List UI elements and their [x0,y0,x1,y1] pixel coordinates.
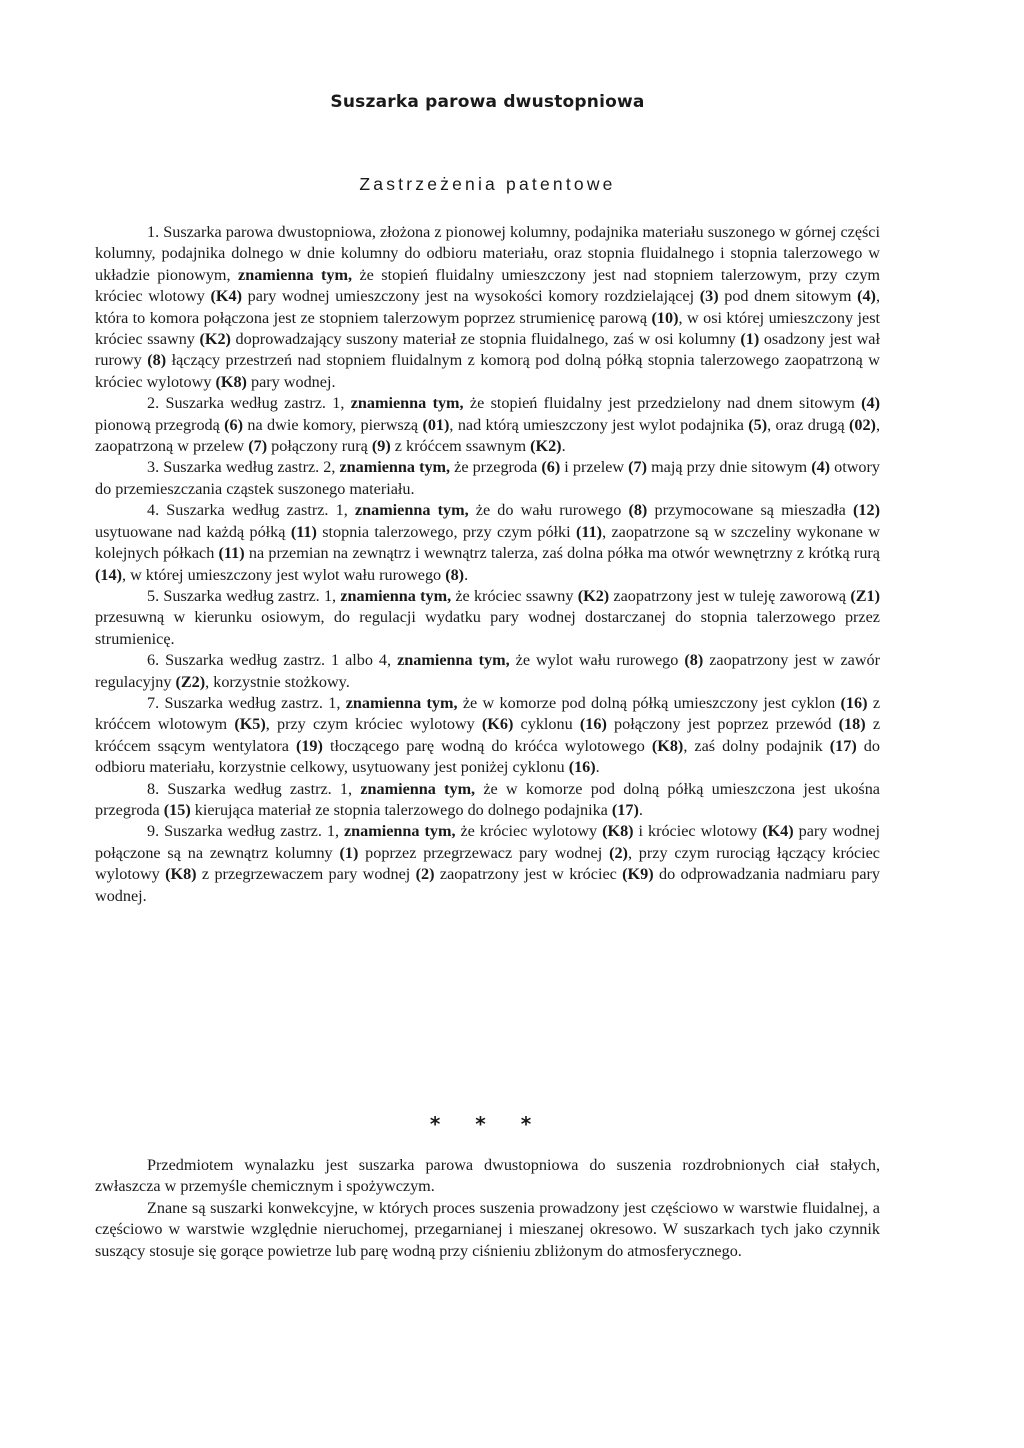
claim-text: tłoczącego parę wodną do króćca wylotowego [322,736,652,755]
claim-text: , nad którą umieszczony jest wylot podajnika [449,415,749,434]
claim-emphasis: (16) [579,715,607,734]
claim-text: , zaś dolny podajnik [683,736,830,755]
claim-emphasis: (01) [422,415,450,434]
claim-text: . [638,800,643,819]
claim-paragraph [95,500,880,586]
claim-emphasis: (17) [611,800,639,819]
claim-text: że króciec ssawny [451,586,578,605]
claim-text: z króćcem wlotowym [95,693,881,734]
claim-text: . [561,437,566,456]
claim-emphasis: (K9) [622,865,654,884]
claim-emphasis: (8) [147,351,167,370]
claim-emphasis: (K2) [199,330,231,349]
description-section [95,1155,880,1262]
claim-text: i przelew [560,458,629,477]
claim-text: 2. Suszarka według zastrz. 1, [147,394,351,413]
claim-text: połączony rurą [267,437,372,456]
claim-text: kierująca materiał ze stopnia talerzowego do dolnego podajnika [190,800,612,819]
section-separator: * * * [429,1112,546,1136]
claim-emphasis: znamienna tym, [343,822,456,841]
claim-text: stopnia talerzowego, przy czym półki [316,522,576,541]
claim-emphasis: (8) [628,501,648,520]
claim-emphasis: (K4) [210,287,242,306]
claim-emphasis: (K8) [165,865,197,884]
claim-emphasis: (11) [218,544,245,563]
claim-text: 8. Suszarka według zastrz. 1, [147,779,361,798]
document-title: Suszarka parowa dwustopniowa [330,92,645,112]
claim-text: przymocowane są mieszadła [647,501,854,520]
claim-text: do odbioru materiału, korzystnie celkowy, usytuowany jest poniżej cyklonu [95,736,880,777]
claim-paragraph [95,693,880,779]
claim-emphasis: znamienna tym, [350,394,464,413]
claim-paragraph [95,222,880,393]
claim-emphasis: (02) [848,415,876,434]
claim-text: że króciec wylotowy [455,822,603,841]
claim-emphasis: (K2) [577,586,610,605]
claim-emphasis: (Z1) [850,586,880,605]
claim-text: 4. Suszarka według zastrz. 1, [147,501,355,520]
claim-text: do odprowadzania nadmiaru pary wodnej. [95,865,880,905]
claim-text: łączący przestrzeń nad stopniem fluidalnym z komorą pod dolną półką stopnia talerzowego zaopatrzoną w króciec wylotowy [95,351,880,391]
claim-emphasis: (K6) [481,715,514,734]
claim-text: pary wodnej umieszczony jest na wysokości komory rozdzielającej [241,287,700,306]
claim-emphasis: znamienna tym, [340,586,452,605]
claim-emphasis: (K2) [530,437,562,456]
claim-text: 9. Suszarka według zastrz. 1, [147,822,344,841]
claim-text: że wylot wału rurowego [509,651,685,670]
claim-text: , korzystnie stożkowy. [205,672,350,691]
claim-text: , przy czym rurociąg łączący króciec wylotowy [95,843,880,884]
claim-emphasis: (10) [651,308,679,327]
claim-text: zaopatrzony jest w króciec [434,865,623,884]
claim-emphasis: (19) [295,736,323,755]
claim-text: na dwie komory, pierwszą [243,415,423,434]
claim-paragraph [95,779,880,822]
description-paragraph: Znane są suszarki konwekcyjne, w których proces suszenia prowadzony jest częściowo w warstwie fluidalnej, a częściowo w warstwie względnie nieruchomej, przegarnianej i mieszanej okresowo. W suszarkach tych jako czynnik suszący stosuje się gorące powietrze lub parę wodną przy ciśnieniu zbliżonym do atmosferycznego. [95,1198,880,1260]
claim-text: otwory do przemieszczania cząstek suszonego materiału. [95,458,880,498]
claims-list [95,222,880,907]
claim-emphasis: (14) [95,565,122,584]
claim-emphasis: (K8) [215,372,247,391]
claim-text: że do wału rurowego [468,501,629,520]
claim-text: 5. Suszarka według zastrz. 1, [147,586,341,605]
claim-emphasis: (4) [861,394,880,413]
claim-emphasis: (11) [290,522,317,541]
claim-text: 1. Suszarka parowa dwustopniowa, złożona z pionowej kolumny, podajnika materiału suszonego w górnej części kolumny, podajnika dolnego w dnie kolumny do odbioru materiału, oraz stopnia fluidalnego i stopnia talerzowego w układzie pionowym, [95,223,880,284]
claim-text: z przegrzewaczem pary wodnej [196,865,416,884]
claim-text: , oraz drugą [767,415,849,434]
claim-emphasis: (6) [224,415,244,434]
claim-emphasis: (18) [838,715,866,734]
claim-text: usytuowane nad każdą półką [95,522,291,541]
claim-text: , zaopatrzone są w szczeliny wykonane w kolejnych półkach [95,522,881,563]
claim-text: że w komorze pod dolną półką umieszczony jest cyklon [457,693,841,712]
claim-text: 7. Suszarka według zastrz. 1, [147,693,346,712]
claim-text: zaopatrzony jest w tuleję zaworową [609,586,851,605]
claim-text: że w komorze pod dolną półką umieszczona jest ukośna przegroda [95,779,880,819]
claim-emphasis: znamienna tym, [397,651,510,670]
claim-emphasis: (1) [740,330,760,349]
claim-emphasis: znamienna tym, [339,458,451,477]
claim-text: mają przy dnie sitowym [647,458,812,477]
claim-text: 6. Suszarka według zastrz. 1 albo 4, [147,651,398,670]
claim-paragraph [95,650,880,693]
claim-paragraph [95,393,880,457]
claim-emphasis: (2) [415,865,435,884]
description-paragraph: Przedmiotem wynalazku jest suszarka parowa dwustopniowa do suszenia rozdrobnionych ciał stałych, zwłaszcza w przemyśle chemicznym i spożywczym. [95,1156,880,1196]
claim-paragraph [95,821,880,907]
claim-text: na przemian na zewnątrz i wewnątrz talerza, zaś dolna półka ma otwór wewnętrzny z krótką rurą [244,544,880,563]
claim-text: połączony jest poprzez przewód [606,715,839,734]
claim-emphasis: (11) [575,522,603,541]
claim-emphasis: (K8) [651,736,684,755]
claim-emphasis: (16) [568,758,596,777]
claim-text: z króćcem ssawnym [390,437,531,456]
claim-emphasis: (K8) [602,822,634,841]
claim-text: zaopatrzony jest w zawór regulacyjny [95,651,880,691]
claim-text: pionową przegrodą [95,415,225,434]
claim-emphasis: (K4) [762,822,794,841]
claim-emphasis: (Z2) [175,672,206,691]
claim-emphasis: znamienna tym, [345,693,458,712]
claim-text: cyklonu [513,715,580,734]
claim-emphasis: (2) [609,843,628,862]
claim-emphasis: (8) [684,651,704,670]
claim-emphasis: (9) [371,437,391,456]
claim-text: pod dnem sitowym [718,287,858,306]
claim-emphasis: (7) [248,437,268,456]
claim-emphasis: znamienna tym, [360,779,476,798]
claim-text: , która to komora połączona jest ze stopniem talerzowym poprzez strumienicę parową [95,287,880,327]
claim-emphasis: (4) [857,287,876,306]
claim-text: doprowadzający suszony materiał ze stopnia fluidalnego, zaś w osi kolumny [230,330,741,349]
claim-text: pary wodnej. [246,372,336,391]
section-heading: Zastrzeżenia patentowe [359,174,616,194]
claim-text: i króciec wlotowy [633,822,763,841]
claim-emphasis: (12) [853,501,880,520]
claim-emphasis: znamienna tym, [354,501,469,520]
claim-emphasis: znamienna tym, [238,265,353,284]
claim-emphasis: (5) [748,415,768,434]
claim-text: że przegroda [450,458,542,477]
claim-text: . [464,565,469,584]
claim-text: z króćcem ssącym wentylatora [95,715,880,755]
claim-emphasis: (K5) [234,715,266,734]
claim-emphasis: (16) [840,693,868,712]
claim-text: , w osi której umieszczony jest króciec ssawny [95,308,880,349]
claim-paragraph [95,586,880,650]
claim-emphasis: (7) [628,458,648,477]
claim-emphasis: (17) [829,736,857,755]
claim-paragraph [95,457,880,500]
claim-text: że stopień fluidalny jest przedzielony nad dnem sitowym [463,394,862,413]
claim-emphasis: (8) [445,565,465,584]
claim-text: że stopień fluidalny umieszczony jest nad stopniem talerzowym, przy czym króciec wlotowy [95,265,881,306]
claim-emphasis: (6) [541,458,561,477]
claim-emphasis: (3) [699,287,719,306]
claim-emphasis: (4) [811,458,831,477]
claim-text: , w której umieszczony jest wylot wału rurowego [121,565,446,584]
claim-emphasis: (1) [339,843,359,862]
claim-text: pary wodnej połączone są na zewnątrz kolumny [95,822,880,862]
claim-text: poprzez przegrzewacz pary wodnej [358,843,610,862]
claim-text: 3. Suszarka według zastrz. 2, [147,458,340,477]
claim-text: , zaopatrzoną w przelew [95,415,880,456]
claim-text: , przy czym króciec wylotowy [265,715,482,734]
claim-emphasis: (15) [163,800,191,819]
claim-text: przesuwną w kierunku osiowym, do regulacji wydatku pary wodnej dostarczanej do stopnia talerzowego przez strumienicę. [95,608,880,648]
claim-text: . [595,758,600,777]
claim-text: osadzony jest wał rurowy [95,330,880,370]
